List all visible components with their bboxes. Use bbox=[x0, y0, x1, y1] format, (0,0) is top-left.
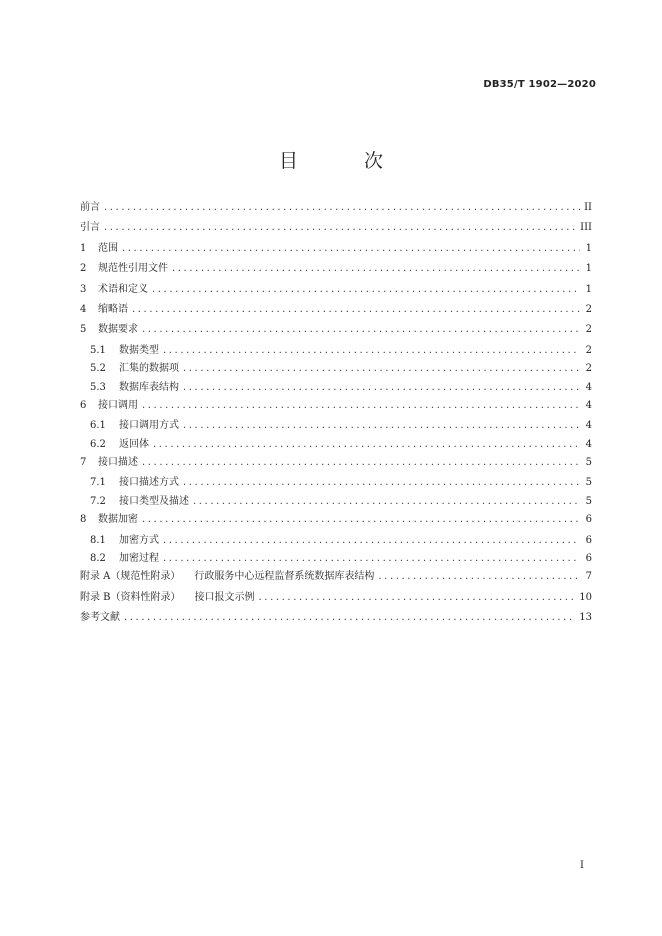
toc-entry-label: 接口调用方式 bbox=[119, 420, 179, 432]
toc-entry-number: 6 bbox=[80, 399, 87, 411]
toc-leader-dots bbox=[163, 345, 580, 356]
toc-leader-dots bbox=[183, 477, 580, 488]
toc-entry[interactable] bbox=[80, 608, 592, 628]
toc-entry-label: 接口报文示例 bbox=[194, 591, 255, 603]
toc-leader-dots bbox=[183, 382, 580, 393]
page-title: 目 次 bbox=[278, 150, 414, 172]
toc-leader-dots bbox=[142, 400, 580, 411]
toc-leader-dots bbox=[124, 612, 575, 623]
toc-entry-label: 数据类型 bbox=[119, 344, 159, 356]
toc-leader-dots bbox=[152, 284, 580, 295]
toc-leader-dots bbox=[104, 222, 576, 233]
toc-leader-dots bbox=[183, 420, 580, 431]
toc-entry-label: 缩略语 bbox=[98, 303, 128, 315]
toc-entry[interactable] bbox=[80, 359, 592, 377]
toc-entry-page: 5 bbox=[585, 495, 592, 507]
toc-entry-page: 2 bbox=[585, 363, 592, 375]
toc-leader-dots bbox=[104, 202, 580, 213]
toc-entry-label: 接口描述 bbox=[98, 457, 138, 469]
toc-entry[interactable] bbox=[80, 300, 592, 320]
toc-entry[interactable] bbox=[80, 492, 592, 510]
toc-entry-page: 4 bbox=[585, 381, 592, 393]
toc-entry[interactable] bbox=[80, 453, 592, 473]
table-of-contents bbox=[80, 198, 592, 629]
toc-entry-label: 接口类型及描述 bbox=[119, 495, 189, 507]
toc-entry[interactable] bbox=[80, 510, 592, 530]
toc-entry[interactable] bbox=[80, 396, 592, 416]
toc-entry-number: 8.2 bbox=[90, 553, 106, 565]
toc-entry-label: 数据加密 bbox=[98, 514, 138, 526]
toc-entry-label: 行政服务中心远程监督系统数据库表结构 bbox=[194, 571, 375, 583]
toc-entry-page: 4 bbox=[585, 438, 592, 450]
toc-entry-page: 4 bbox=[585, 420, 592, 432]
toc-entry-number: 2 bbox=[80, 263, 87, 275]
toc-entry[interactable] bbox=[80, 378, 592, 396]
page-number: I bbox=[580, 860, 584, 871]
toc-leader-dots bbox=[142, 457, 580, 468]
toc-leader-dots bbox=[132, 304, 580, 315]
toc-entry-page: 5 bbox=[585, 457, 592, 469]
toc-entry-number: 5.3 bbox=[90, 381, 106, 393]
toc-entry[interactable] bbox=[80, 567, 592, 587]
standard-code: DB35/T 1902—2020 bbox=[483, 79, 596, 90]
toc-entry-number: 5.1 bbox=[90, 344, 106, 356]
toc-entry[interactable] bbox=[80, 198, 592, 218]
toc-leader-dots bbox=[378, 571, 580, 582]
toc-entry-label: 接口调用 bbox=[98, 399, 138, 411]
toc-entry-number: 3 bbox=[80, 283, 87, 295]
toc-entry[interactable] bbox=[80, 531, 592, 549]
toc-entry-number: 7 bbox=[80, 457, 87, 469]
toc-entry[interactable] bbox=[80, 259, 592, 279]
toc-entry[interactable] bbox=[80, 588, 592, 608]
toc-entry-label: 接口描述方式 bbox=[119, 477, 179, 489]
toc-entry-page: 2 bbox=[585, 344, 592, 356]
toc-leader-dots bbox=[163, 535, 580, 546]
toc-entry-label: 前言 bbox=[80, 202, 100, 213]
toc-leader-dots bbox=[142, 324, 580, 335]
toc-entry-number: 6.1 bbox=[90, 420, 106, 432]
toc-entry-page: 4 bbox=[585, 399, 592, 411]
toc-entry-label: 引言 bbox=[80, 222, 100, 234]
toc-entry[interactable] bbox=[80, 239, 592, 259]
toc-leader-dots bbox=[153, 439, 580, 450]
toc-entry-label: 规范性引用文件 bbox=[98, 263, 168, 275]
toc-entry-label: 返回体 bbox=[119, 438, 149, 450]
toc-entry-label: 数据要求 bbox=[98, 324, 138, 336]
toc-leader-dots bbox=[142, 514, 580, 525]
toc-leader-dots bbox=[183, 363, 580, 374]
toc-entry-label: 参考文献 bbox=[80, 612, 120, 624]
toc-entry[interactable] bbox=[80, 473, 592, 491]
toc-entry-label: 范围 bbox=[98, 242, 118, 254]
toc-leader-dots bbox=[172, 263, 580, 274]
toc-entry-page: 2 bbox=[585, 324, 592, 336]
toc-entry[interactable] bbox=[80, 435, 592, 453]
toc-entry-label: 加密过程 bbox=[119, 553, 159, 565]
toc-entry-page: 13 bbox=[579, 612, 592, 624]
toc-entry-number: 6.2 bbox=[90, 438, 106, 450]
toc-entry-page: 2 bbox=[585, 303, 592, 315]
toc-entry-page: II bbox=[584, 202, 592, 213]
toc-entry-page: 1 bbox=[585, 242, 592, 254]
toc-entry-label: 加密方式 bbox=[119, 534, 159, 546]
toc-entry[interactable] bbox=[80, 320, 592, 340]
toc-entry-page: 6 bbox=[585, 514, 592, 526]
toc-entry-label: 术语和定义 bbox=[98, 283, 148, 295]
toc-entry-number: 4 bbox=[80, 303, 87, 315]
toc-entry[interactable] bbox=[80, 416, 592, 434]
toc-entry[interactable] bbox=[80, 280, 592, 300]
toc-entry[interactable] bbox=[80, 549, 592, 567]
toc-entry[interactable] bbox=[80, 218, 592, 238]
toc-entry-label: 数据库表结构 bbox=[119, 381, 179, 393]
toc-leader-dots bbox=[122, 243, 580, 254]
toc-leader-dots bbox=[259, 592, 576, 603]
toc-entry-page: 6 bbox=[585, 534, 592, 546]
toc-entry-number: 5.2 bbox=[90, 363, 106, 375]
toc-entry-page: 10 bbox=[579, 591, 592, 603]
toc-entry-label: 汇集的数据项 bbox=[119, 363, 179, 375]
toc-leader-dots bbox=[163, 553, 580, 564]
toc-entry-number: 1 bbox=[80, 242, 87, 254]
toc-entry-number: 7.1 bbox=[90, 477, 106, 489]
toc-entry[interactable] bbox=[80, 341, 592, 359]
toc-entry-number: 8 bbox=[80, 514, 87, 526]
toc-entry-number: 附录 B（资料性附录） bbox=[80, 591, 181, 603]
toc-entry-page: 1 bbox=[585, 283, 592, 295]
toc-entry-number: 8.1 bbox=[90, 534, 106, 546]
toc-entry-page: 5 bbox=[585, 477, 592, 489]
toc-entry-page: 1 bbox=[585, 263, 592, 275]
toc-entry-page: 6 bbox=[585, 553, 592, 565]
toc-leader-dots bbox=[193, 496, 580, 507]
toc-entry-number: 5 bbox=[80, 324, 87, 336]
toc-entry-page: 7 bbox=[585, 571, 592, 583]
toc-entry-number: 附录 A（规范性附录） bbox=[80, 571, 181, 583]
toc-entry-page: III bbox=[580, 222, 592, 234]
toc-entry-number: 7.2 bbox=[90, 495, 106, 507]
